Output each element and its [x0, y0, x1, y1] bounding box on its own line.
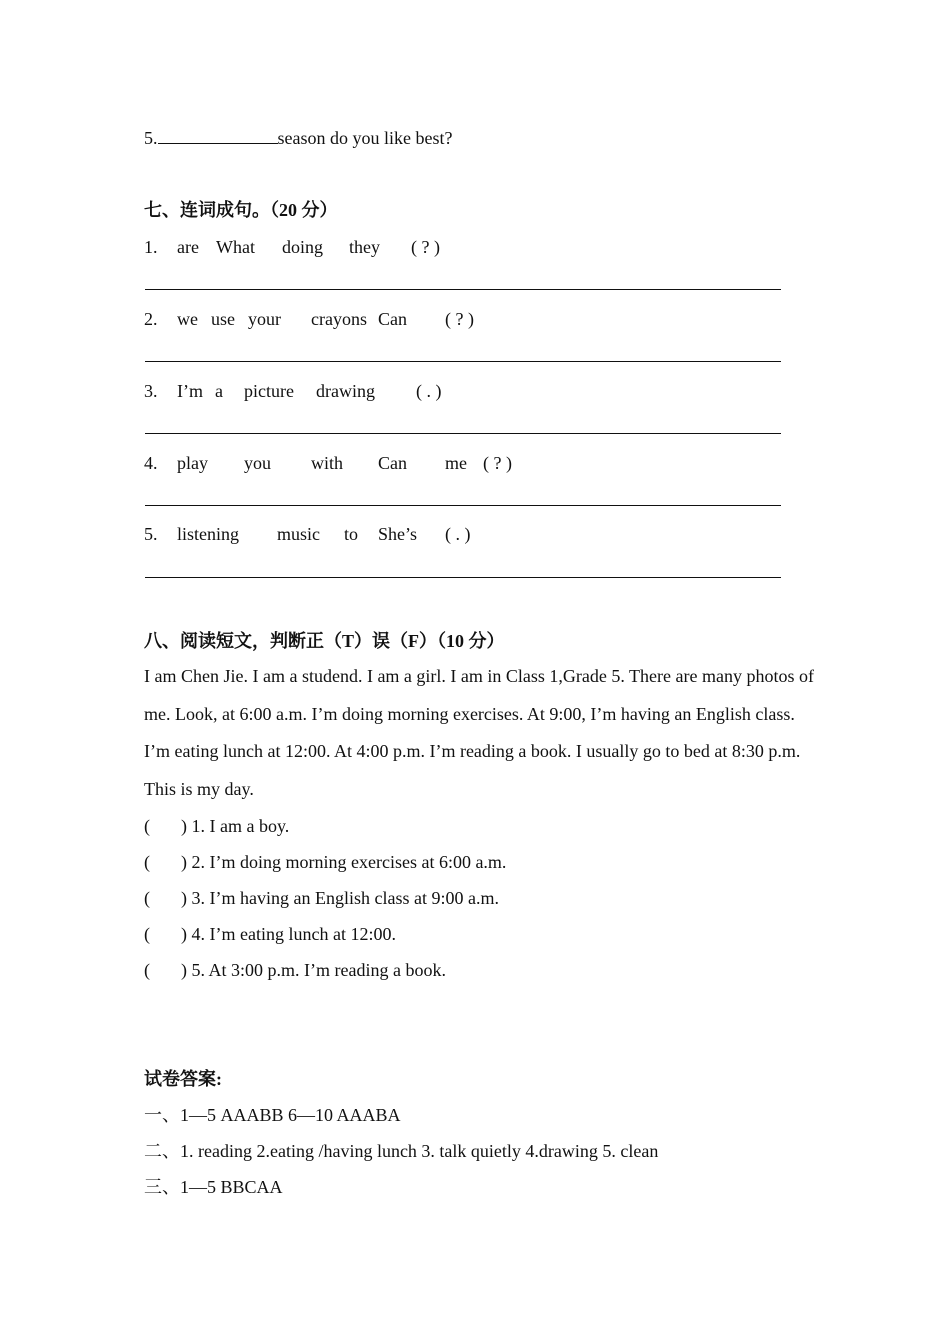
statement-text: 5. At 3:00 p.m. I’m reading a book. — [191, 960, 446, 980]
answer-paren-open[interactable]: ( — [144, 924, 150, 944]
answer-paren-close: ) — [181, 816, 187, 836]
answer-line[interactable] — [145, 361, 781, 362]
word-token: they — [349, 237, 380, 257]
word-token: play — [177, 453, 208, 473]
tf-statement — [144, 887, 499, 909]
punctuation-hint: ( . ) — [445, 524, 471, 544]
word-token: a — [215, 381, 223, 401]
item-number: 5. — [144, 524, 158, 544]
word-token: me — [445, 453, 467, 473]
word-token: drawing — [316, 381, 375, 401]
word-token: Can — [378, 453, 407, 473]
tf-statement — [144, 923, 396, 945]
tf-statement — [144, 851, 506, 873]
item-number: 1. — [144, 237, 158, 257]
tf-statement — [144, 959, 446, 981]
word-token: your — [248, 309, 281, 329]
answer-paren-open[interactable]: ( — [144, 960, 150, 980]
answer-paren-open[interactable]: ( — [144, 888, 150, 908]
word-token: are — [177, 237, 199, 257]
word-token: She’s — [378, 524, 418, 544]
word-token: listening — [177, 524, 239, 544]
answer-line[interactable] — [145, 577, 781, 578]
punctuation-hint: ( ? ) — [411, 237, 440, 257]
answer-key-line: 一、1—5 AAABB 6—10 AAABA — [144, 1105, 401, 1125]
fill-blank[interactable] — [158, 127, 278, 144]
answer-paren-close: ) — [181, 852, 187, 872]
word-token: crayons — [311, 309, 367, 329]
fill-blank-question-5 — [144, 127, 452, 149]
section-8-title: 八、阅读短文，判断正（T）误（F）（10 分） — [144, 631, 505, 651]
reading-passage: I am Chen Jie. I am a studend. I am a girl. I am in Class 1,Grade 5. There are many photos of me. Look, at 6:00 a.m. I’m doing morning exercises. At 9:00, I’m having an English class. I’m eating lunch at 12:00. At 4:00 p.m. I’m reading a book. I usually go to bed at 8:30 p.m. This is my day. — [144, 666, 814, 799]
answer-paren-close: ) — [181, 960, 187, 980]
answer-key-line: 二、1. reading 2.eating /having lunch 3. talk quietly 4.drawing 5. clean — [144, 1141, 659, 1161]
word-token: use — [211, 309, 235, 329]
punctuation-hint: ( ? ) — [483, 453, 512, 473]
word-token: Can — [378, 309, 407, 329]
tf-statement — [144, 815, 289, 837]
word-token: to — [344, 524, 359, 544]
answer-line[interactable] — [145, 433, 781, 434]
answer-paren-close: ) — [181, 924, 187, 944]
answer-paren-close: ) — [181, 888, 187, 908]
item-number: 3. — [144, 381, 158, 401]
answer-key-line: 三、1—5 BBCAA — [144, 1177, 283, 1197]
question-text: season do you like best? — [277, 128, 453, 148]
statement-text: 3. I’m having an English class at 9:00 a.m. — [191, 888, 499, 908]
statement-text: 1. I am a boy. — [191, 816, 290, 836]
answer-line[interactable] — [145, 505, 781, 506]
answer-line[interactable] — [145, 289, 781, 290]
answer-paren-open[interactable]: ( — [144, 852, 150, 872]
answer-key-title: 试卷答案: — [144, 1069, 222, 1089]
word-token: we — [177, 309, 198, 329]
section-7-title: 七、连词成句。（20 分） — [144, 200, 338, 220]
punctuation-hint: ( . ) — [416, 381, 442, 401]
statement-text: 2. I’m doing morning exercises at 6:00 a.m. — [191, 852, 507, 872]
word-token: doing — [282, 237, 324, 257]
word-token: you — [244, 453, 271, 473]
item-number: 2. — [144, 309, 158, 329]
word-token: with — [311, 453, 344, 473]
answer-paren-open[interactable]: ( — [144, 816, 150, 836]
word-token: I’m — [177, 381, 203, 401]
question-number: 5. — [144, 128, 158, 148]
word-token: What — [216, 237, 255, 257]
statement-text: 4. I’m eating lunch at 12:00. — [191, 924, 396, 944]
item-number: 4. — [144, 453, 158, 473]
word-token: music — [277, 524, 320, 544]
word-token: picture — [244, 381, 294, 401]
punctuation-hint: ( ? ) — [445, 309, 474, 329]
